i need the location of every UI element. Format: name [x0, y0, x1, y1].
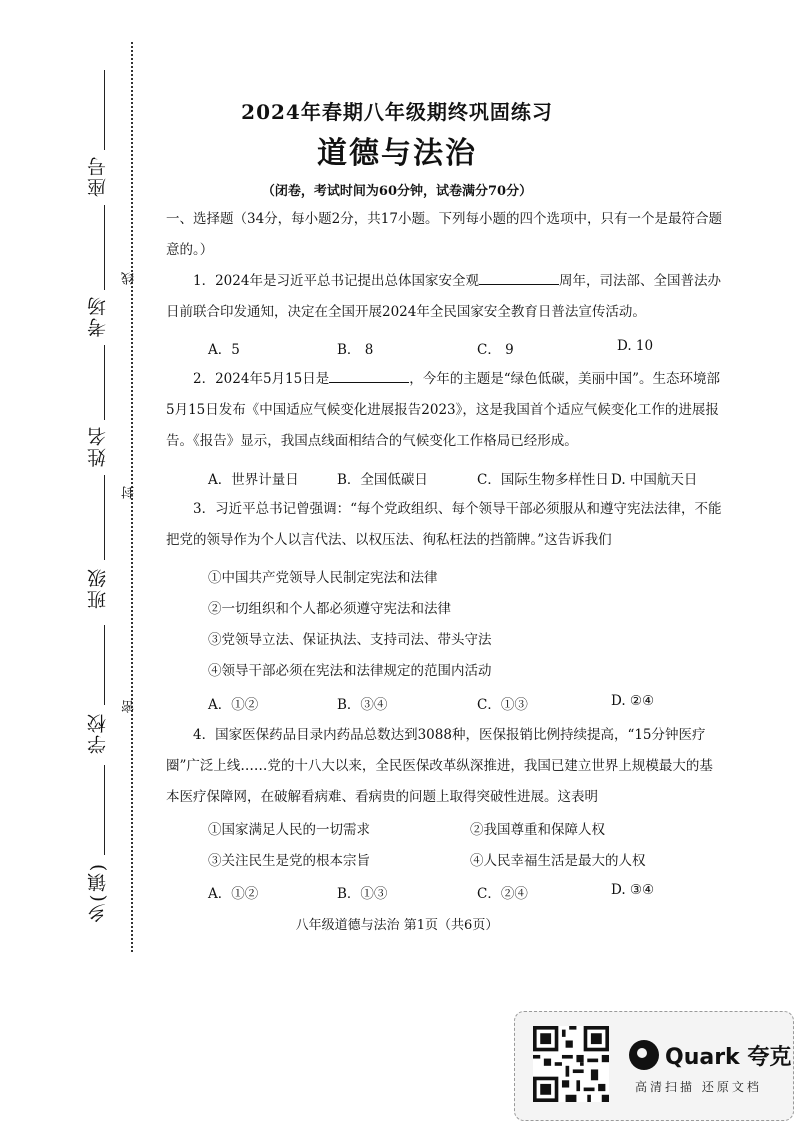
question-1-stem-part-a: 1．2024年是习近平总书记提出总体国家安全观: [193, 273, 479, 289]
question-3-item-4: ④领导干部必须在宪法和法律规定的范围内活动: [208, 663, 492, 679]
question-1-option-c[interactable]: C． 9: [477, 342, 514, 358]
quark-brand-name: Quark 夸克: [665, 1045, 792, 1070]
seal-word-seal: 封: [122, 486, 137, 499]
exam-room-label: 考场: [87, 295, 109, 337]
seal-word-secret: 密: [122, 700, 137, 713]
question-3-option-d[interactable]: D. ②④: [611, 693, 655, 709]
exam-title: 2024年春期八年级期终巩固练习: [241, 100, 553, 124]
question-4-stem: 4．国家医保药品目录内药品总数达到3088种，医保报销比例持续提高，“15分钟医疗圈”广泛上线……党的十八大以来，全民医保改革纵深推进，我国已建立世界上规模最大的基本医疗保障网，在破解看病难、看病贵的问题上取得突破性进展。这表明: [166, 727, 713, 805]
question-3-item-1: ①中国共产党领导人民制定宪法和法律: [208, 570, 438, 586]
question-2-stem-part-b: ，今年的主题是“绿色低碳，美丽中国”。生态环境部5月15日发布《中国适应气候变化进展报告2023》，这是我国首个适应气候变化工作的进展报告。《报告》显示，我国点线面相结合的气候变化工作格局已经形成。: [166, 371, 721, 449]
question-3-option-a[interactable]: A．①②: [208, 697, 259, 713]
question-1-option-d[interactable]: D. 10: [617, 338, 654, 354]
page-footer: 八年级道德与法治 第1页（共6页）: [295, 918, 499, 933]
question-4-option-d[interactable]: D. ③④: [611, 882, 655, 898]
class-field[interactable]: [104, 475, 105, 560]
question-1-blank[interactable]: [479, 270, 559, 285]
question-1-option-a[interactable]: A．5: [208, 342, 240, 358]
question-3-item-3: ③党领导立法、保证执法、支持司法、带头守法: [208, 632, 492, 648]
question-4-item-2: ②我国尊重和保障人权: [470, 822, 605, 838]
quark-badge[interactable]: [514, 1011, 794, 1121]
question-2-option-c[interactable]: C．国际生物多样性日: [477, 472, 609, 488]
seat-number-label: 座号: [87, 155, 109, 197]
question-4-item-3: ③关注民生是党的根本宗旨: [208, 853, 370, 869]
question-4-item-1: ①国家满足人民的一切需求: [208, 822, 370, 838]
question-4-option-b[interactable]: B．①③: [337, 886, 388, 902]
question-3-option-c[interactable]: C．①③: [477, 697, 528, 713]
qr-code-icon[interactable]: [533, 1026, 609, 1102]
question-3-item-2: ②一切组织和个人都必须遵守宪法和法律: [208, 601, 451, 617]
question-1-option-b[interactable]: B． 8: [337, 342, 374, 358]
question-4-option-c[interactable]: C．②④: [477, 886, 528, 902]
class-label: 班级: [87, 567, 109, 609]
name-field[interactable]: [104, 345, 105, 420]
question-2-blank[interactable]: [329, 368, 409, 383]
question-2-stem-part-a: 2．2024年5月15日是: [193, 371, 330, 387]
question-2-stem: [166, 364, 726, 457]
name-label: 姓名: [87, 425, 109, 467]
seal-word-line: 线: [122, 272, 137, 285]
exam-note: （闭卷，考试时间为60分钟，试卷满分70分）: [261, 184, 533, 199]
question-3-stem: 3．习近平总书记曾强调：“每个党政组织、每个领导干部必须服从和遵守宪法法律，不能把党的领导作为个人以言代法、以权压法、徇私枉法的挡箭牌。”这告诉我们: [166, 501, 722, 548]
question-2-option-b[interactable]: B．全国低碳日: [337, 472, 428, 488]
township-field[interactable]: [104, 765, 105, 855]
question-4-option-a[interactable]: A．①②: [208, 886, 259, 902]
question-4-item-4: ④人民幸福生活是最大的人权: [470, 853, 646, 869]
question-1-stem-part-b: 周年，司法部、全国普法办日前联合印发通知，决定在全国开展2024年全民国家安全教育日普法宣传活动。: [166, 273, 721, 320]
question-2-option-a[interactable]: A．世界计量日: [208, 472, 299, 488]
question-1-stem: [166, 266, 726, 328]
township-label: 乡(镇): [87, 862, 109, 923]
school-field[interactable]: [104, 625, 105, 705]
question-2-option-d[interactable]: D. 中国航天日: [611, 472, 698, 488]
school-label: 学校: [87, 712, 109, 754]
quark-logo-icon: [629, 1040, 659, 1070]
quark-tagline: 高清扫描 还原文档: [635, 1080, 762, 1094]
exam-room-field[interactable]: [104, 205, 105, 290]
subject-title: 道德与法治: [317, 136, 477, 171]
section-heading: 一、选择题（34分，每小题2分，共17小题。下列每小题的四个选项中，只有一个是最符合题意的。）: [166, 211, 722, 258]
question-3-option-b[interactable]: B．③④: [337, 697, 388, 713]
